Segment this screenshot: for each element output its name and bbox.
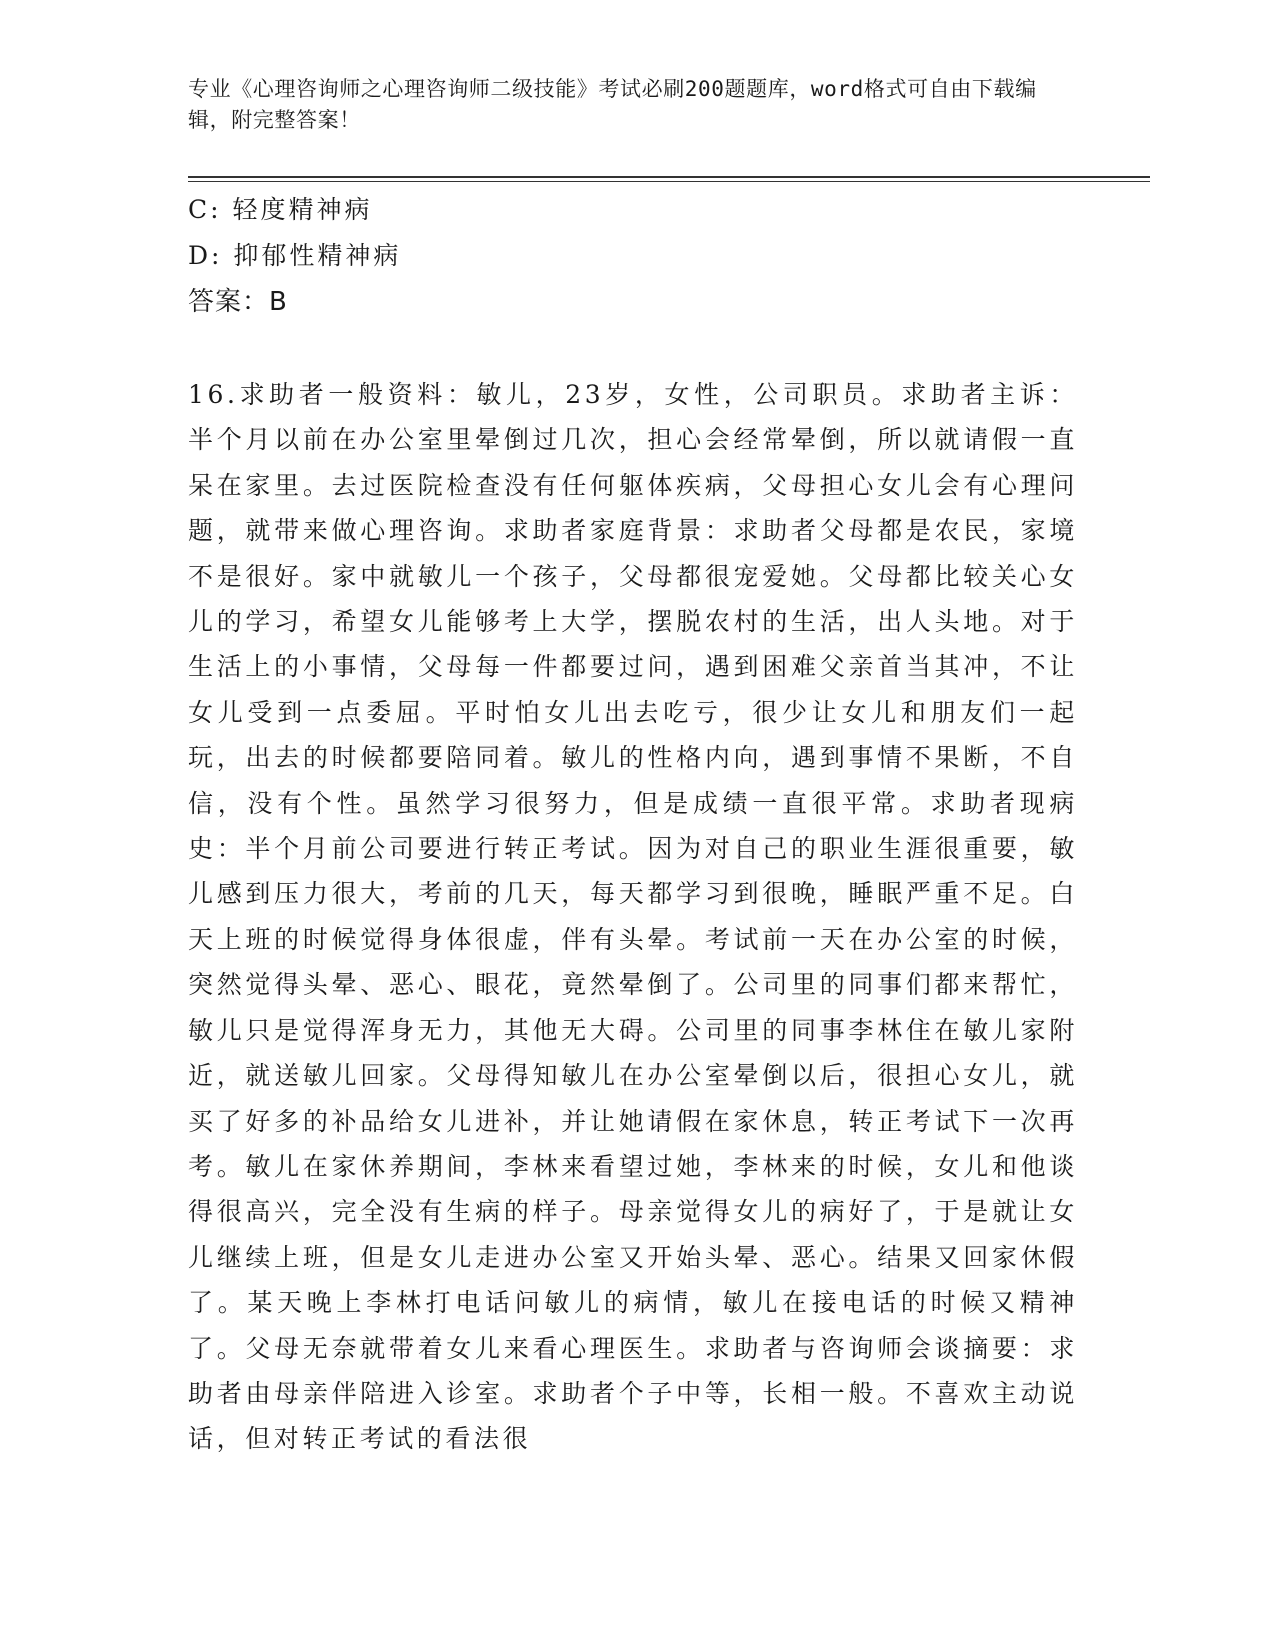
header-divider-thick	[188, 176, 1150, 178]
option-d: D: 抑郁性精神病	[188, 241, 402, 270]
question-16-text: 16.求助者一般资料：敏儿，23岁，女性，公司职员。求助者主诉：半个月以前在办公室里晕倒过几次，担心会经常晕倒，所以就请假一直呆在家里。去过医院检查没有任何躯体疾病，父母担心女儿会有心理问题，就带来做心理咨询。求助者家庭背景：求助者父母都是农民，家境不是很好。家中就敏儿一个孩子，父母都很宠爱她。父母都比较关心女儿的学习，希望女儿能够考上大学，摆脱农村的生活，出人头地。对于生活上的小事情，父母每一件都要过问，遇到困难父亲首当其冲，不让女儿受到一点委屈。平时怕女儿出去吃亏，很少让女儿和朋友们一起玩，出去的时候都要陪同着。敏儿的性格内向，遇到事情不果断，不自信，没有个性。虽然学习很努力，但是成绩一直很平常。求助者现病史：半个月前公司要进行转正考试。因为对自己的职业生涯很重要，敏儿感到压力很大，考前的几天，每天都学习到很晚，睡眠严重不足。白天上班的时候觉得身体很虚，伴有头晕。考试前一天在办公室的时候，突然觉得头晕、恶心、眼花，竟然晕倒了。公司里的同事们都来帮忙，敏儿只是觉得浑身无力，其他无大碍。公司里的同事李林住在敏儿家附近，就送敏儿回家。父母得知敏儿在办公室晕倒以后，很担心女儿，就买了好多的补品给女儿进补，并让她请假在家休息，转正考试下一次再考。敏儿在家休养期间，李林来看望过她，李林来的时候，女儿和他谈得很高兴，完全没有生病的样子。母亲觉得女儿的病好了，于是就让女儿继续上班，但是女儿走进办公室又开始头晕、恶心。结果又回家休假了。某天晚上李林打电话问敏儿的病情，敏儿在接电话的时候又精神了。父母无奈就带着女儿来看心理医生。求助者与咨询师会谈摘要：求助者由母亲伴陪进入诊室。求助者个子中等，长相一般。不喜欢主动说话，但对转正考试的看法很	[188, 380, 1078, 1454]
option-c: C: 轻度精神病	[188, 195, 373, 224]
header-divider-thin	[188, 181, 1150, 182]
answer-line: 答案：B	[188, 287, 288, 317]
document-header-title: 专业《心理咨询师之心理咨询师二级技能》考试必刷200题题库，word格式可自由下载编辑，附完整答案！	[188, 77, 1037, 132]
